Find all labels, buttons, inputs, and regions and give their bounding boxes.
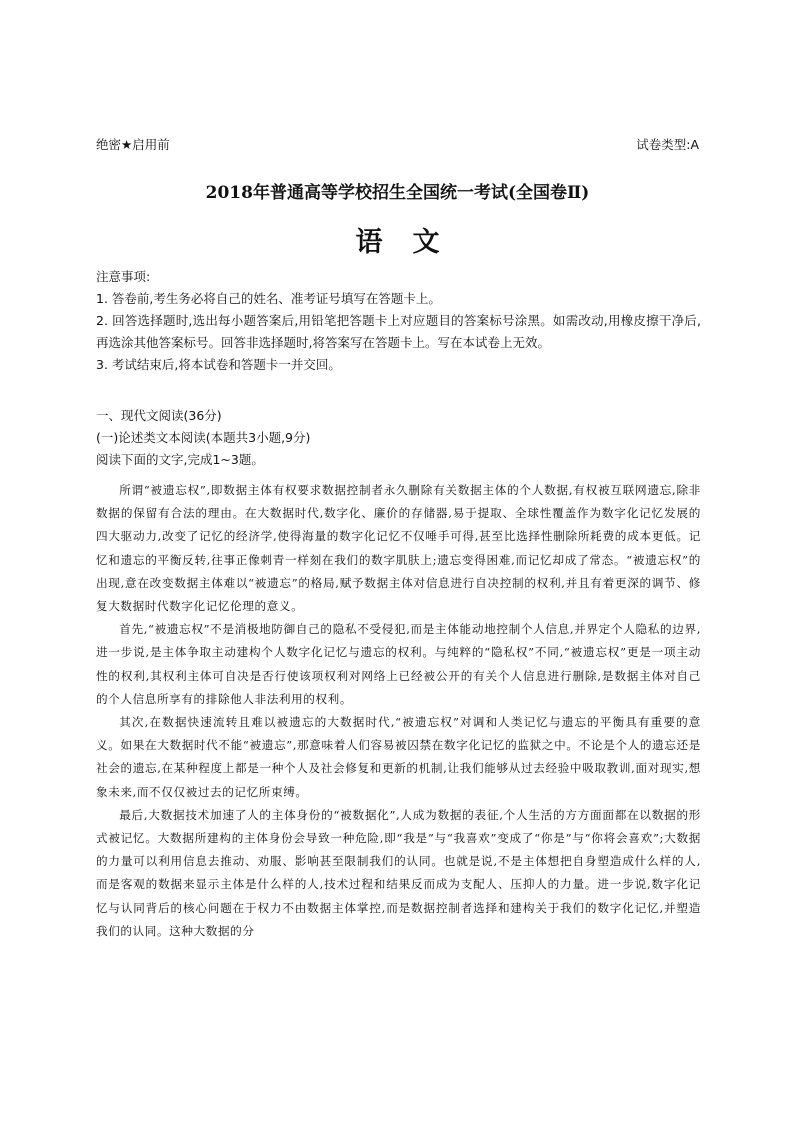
notice-item: 2. 回答选择题时,选出每小题答案后,用铅笔把答题卡上对应题目的答案标号涂黑。如需改动,用橡皮擦干净后,再选涂其他答案标号。回答非选择题时,将答案写在答题卡上。写在本试卷上无效。 [96, 313, 701, 350]
subsection-title: (一)论述类文本阅读(本题共3小题,9分) [96, 430, 311, 445]
reading-instruction: 阅读下面的文字,完成1~3题。 [96, 452, 264, 467]
section-header [96, 405, 701, 471]
passage-paragraph: 所谓“被遗忘权”,即数据主体有权要求数据控制者永久删除有关数据主体的个人数据,有权被互联网遗忘,除非数据的保留有合法的理由。在大数据时代,数字化、廉价的存储器,易于提取、全球性覆盖作为数字化记忆发展的四大驱动力,改变了记忆的经济学,使得海量的数字化记忆不仅唾手可得,甚至比选择性删除所耗费的成本更低。记忆和遗忘的平衡反转,往事正像刺青一样刻在我们的数字肌肤上;遗忘变得困难,而记忆却成了常态。“被遗忘权”的出现,意在改变数据主体难以“被遗忘”的格局,赋予数据主体对信息进行自决控制的权利,并且有着更深的调节、修复大数据时代数字化记忆伦理的意义。 [96, 483, 701, 614]
passage-paragraph: 其次,在数据快速流转且难以被遗忘的大数据时代,“被遗忘权”对调和人类记忆与遗忘的平衡具有重要的意义。如果在大数据时代不能“被遗忘”,那意味着人们容易被囚禁在数字化记忆的监狱之中。不论是个人的遗忘还是社会的遗忘,在某种程度上都是一种个人及社会修复和更新的机制,让我们能够从过去经验中吸取教训,面对现实,想象未来,而不仅仅被过去的记忆所束缚。 [96, 715, 701, 799]
notice-item: 1. 答卷前,考生务必将自己的姓名、准考证号填写在答题卡上。 [96, 291, 441, 306]
notice-heading: 注意事项: [96, 269, 151, 284]
page-header [96, 136, 699, 154]
subject-title: 语文 [355, 227, 470, 258]
exam-title: 2018年普通高等学校招生全国统一考试(全国卷Ⅱ) [205, 183, 590, 203]
notice-item: 3. 考试结束后,将本试卷和答题卡一并交回。 [96, 357, 341, 372]
notice-block [96, 266, 701, 376]
passage-paragraph: 首先,“被遗忘权”不是消极地防御自己的隐私不受侵犯,而是主体能动地控制个人信息,并界定个人隐私的边界,进一步说,是主体争取主动建构个人数字化记忆与遗忘的权利。与纯粹的“隐私权”不同,“被遗忘权”更是一项主动性的权利,其权利主体可自决是否行使该项权利对网络上已经被公开的有关个人信息进行删除,是数据主体对自己的个人信息所享有的排除他人非法利用的权利。 [96, 622, 701, 706]
reading-passage [96, 479, 701, 943]
paper-type-label: 试卷类型:A [636, 137, 699, 152]
classification-label: 绝密★启用前 [96, 137, 170, 152]
part-title: 一、现代文阅读(36分) [96, 408, 222, 423]
passage-paragraph: 最后,大数据技术加速了人的主体身份的“被数据化”,人成为数据的表征,个人生活的方方面面都在以数据的形式被记忆。大数据所建构的主体身份会导致一种危险,即“我是”与“我喜欢”变成了“你是”与“你将会喜欢”;大数据的力量可以利用信息去推动、劝服、影响甚至限制我们的认同。也就是说,不是主体想把自身塑造成什么样的人,而是客观的数据来显示主体是什么样的人,技术过程和结果反而成为支配人、压抑人的力量。进一步说,数字化记忆与认同背后的核心问题在于权力不由数据主体掌控,而是数据控制者选择和建构关于我们的数字化记忆,并塑造我们的认同。这种大数据的分 [96, 807, 701, 938]
